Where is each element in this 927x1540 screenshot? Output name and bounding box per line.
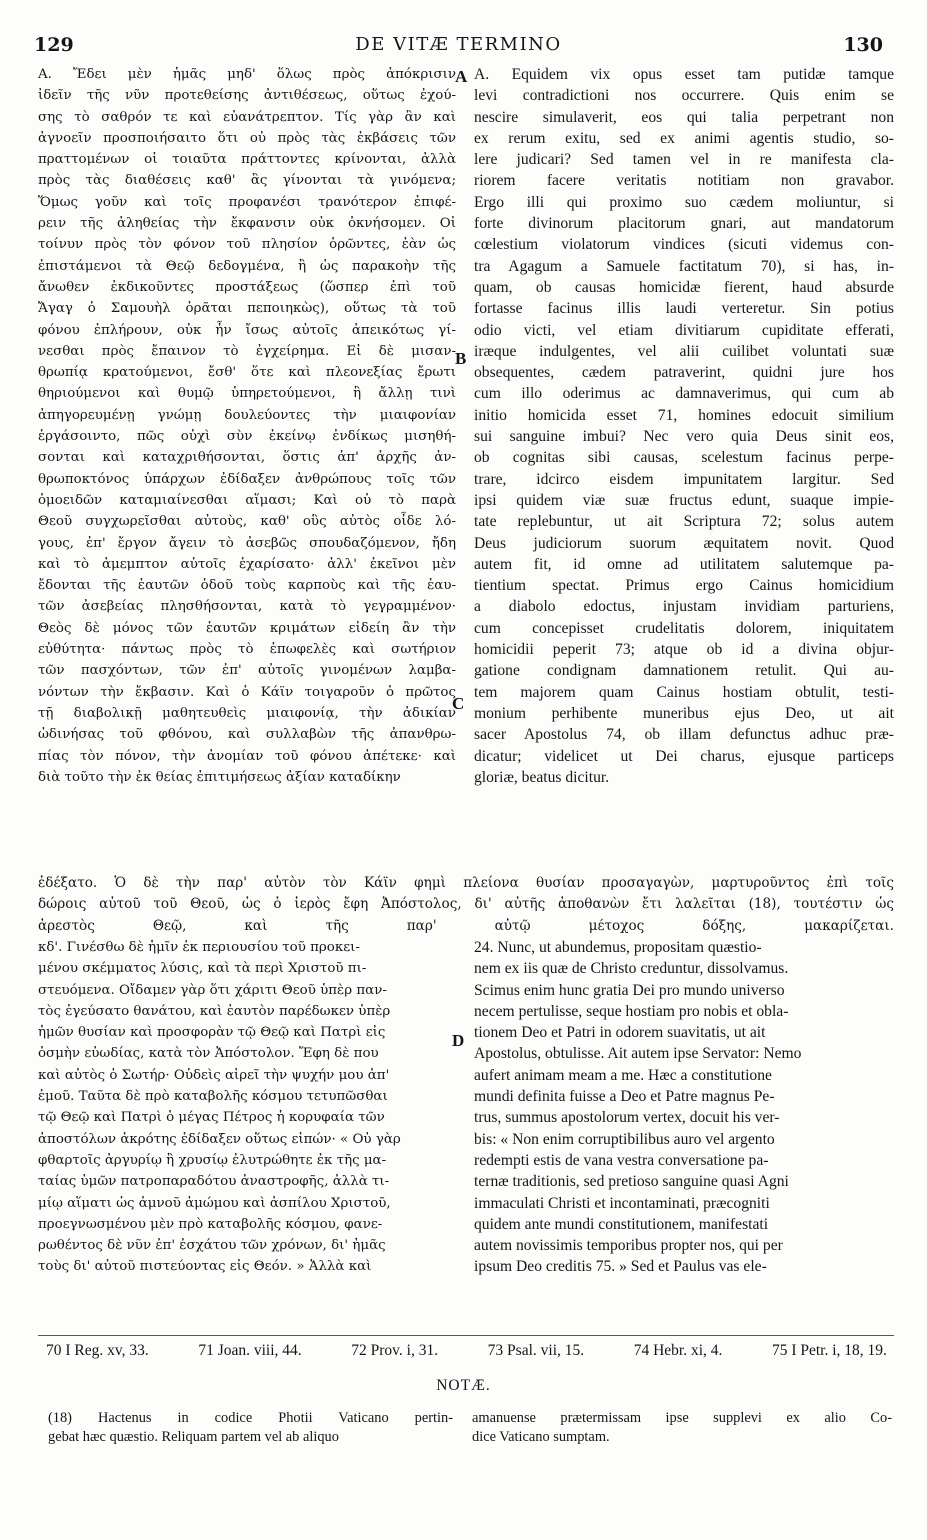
latin-text-line: homicidii peperit 73; atque ob id a divina objur- (474, 641, 894, 659)
greek-text-line: ἰδεῖν τῆς νῦν προτεθείσης ἀντιθέσεως, οὕτως ἐχού- (38, 88, 456, 104)
scripture-references (46, 1342, 887, 1360)
greek-text-line: φθαρτοῖς ἀργυρίῳ ἢ χρυσίῳ ἐλυτρώθητε ἐκ τῆς μα- (38, 1152, 387, 1168)
scripture-reference: 71 Joan. viii, 44. (198, 1342, 302, 1359)
latin-text-line: cœlestium violatorum vindices (sicuti videmus con- (474, 236, 894, 254)
greek-text-line: ἀποστόλων ἀκρότης ἐδίδαξεν οὕτως εἰπών· « Οὐ γὰρ (38, 1131, 401, 1147)
greek-text-line: Ἄγαγ ὁ Σαμουὴλ ὁρᾶται πεποιηκὼς), οὕτως τὰ τοῦ (38, 301, 456, 317)
greek-text-line: ρειν τῆς ἀληθείας τὴν ἔκφανσιν οὐκ ὀκνήσομεν. Οἱ (38, 216, 456, 232)
greek-text-line: πίας τὸν πόνον, τὴν ἀνομίαν τοῦ φόνου ἀπέτεκε· καὶ (38, 748, 456, 764)
greek-text-line: γους, ἐπ' ἔργον ἄγειν τὸ ἀσεβῶς σπουδαζόμενον, ἤδη (38, 535, 456, 551)
greek-text-line: κδ'. Γινέσθω δὲ ἡμῖν ἐκ περιουσίου τοῦ προκει- (38, 940, 360, 955)
greek-text-line: ἐμοῦ. Ταῦτα δὲ πρὸ καταβολῆς κόσμου τετυπῶσθαι (38, 1089, 388, 1105)
greek-text-line: ρωθέντος δὲ νῦν ἐπ' ἐσχάτου τῶν χρόνων, δι' ἡμᾶς (38, 1238, 386, 1254)
latin-text-line: Deus judiciorum suorum æquitatem novit. Quod (474, 534, 894, 552)
greek-text-line: Θεοῦ συγχωρεῖσθαι αὐτοὺς, καθ' οὓς αὐτὸς οἶδε λό- (38, 514, 456, 530)
margin-marker-a: A (455, 67, 468, 86)
scripture-reference: 72 Prov. i, 31. (351, 1342, 439, 1359)
greek-text-line: θρωποκτόνος ὑπάρχων ἐδίδαξεν ἀνθρώπους τοῖς τῶν (38, 471, 456, 487)
latin-text-line: cum illo oderimus ac damnaverimus, qui cum ab (474, 385, 894, 403)
latin-text-line: Scimus enim hunc gratia Dei pro mundo universo (474, 981, 785, 999)
latin-text-line: odio victi, vel etiam divitiarum cupiditate efferati, (474, 321, 894, 339)
greek-text-line: ἡμῶν θυσίαν καὶ προσφορὰν τῷ Θεῷ καὶ Πατρὶ εἰς (38, 1025, 386, 1041)
greek-text-line: σης τὸ σαθρόν τε καὶ εὐανάτρεπτον. Τίς γὰρ ἂν καὶ (38, 109, 456, 125)
note-line: dice Vaticano sumptam. (472, 1428, 610, 1445)
latin-text-line: trare, idcirco eisdem impunitatem largitur. Sed (474, 470, 894, 488)
greek-text-line: νόντων τὴν ἔκβασιν. Καὶ ὁ Κάϊν τοιγαροῦν ὁ πρῶτος (38, 684, 456, 700)
greek-text-line: τῶν πασχόντων, τῶν ἐπ' αὐτοῖς γινομένων λαμβα- (38, 663, 456, 679)
greek-text-line: ἐργάσοιντο, πῶς οὐχὶ σὺν ἐκείνῳ ἐνδίκως μισηθή- (38, 429, 456, 445)
page-number-left: 129 (34, 34, 74, 56)
greek-text-line: τοίνυν πρὸς τὸν φόνον τοῦ πλησίον ὁρῶντες, ἐὰν ὡς (38, 237, 456, 253)
greek-full-width-passage (38, 873, 894, 937)
scripture-reference: 70 I Reg. xv, 33. (46, 1342, 149, 1359)
latin-text-line: mundi definita fuisse a Deo et Patre magnus Pe- (474, 1088, 775, 1106)
greek-text-line: ἐπιστάμενοι τὰ Θεῷ δεδογμένα, ἢ ὡς παρακοὴν τῆς (38, 258, 456, 274)
latin-text-line: sacer Apostolus 74, ob illam defunctus adhuc præ- (474, 726, 894, 744)
greek-text-line: τῶν ἀσεβείας πλησθήσονται, κατὰ τὸ γεγραμμένον· (38, 599, 456, 615)
latin-text-line: levi contradictioni nos occurrere. Quis enim se (474, 87, 894, 105)
note-line: gebat hæc quæstio. Reliquam partem vel ab aliquo (48, 1428, 339, 1445)
greek-text-line: θηριούμενοι καὶ θυμῷ ὑπηρετούμενοι, ἢ ἄλλῃ τινὶ (38, 386, 456, 402)
latin-text-line: obsequentes, cædem patraverint, quidni jure hos (474, 364, 894, 382)
latin-text-line: necem pertulisse, seque hostiam pro nobis et obla- (474, 1002, 789, 1020)
latin-text-line: sui sanguine imbui? Nec vero quia Deus sinit eos, (474, 428, 894, 446)
latin-text-line: ternæ traditionis, sed pretioso sanguine quasi Agni (474, 1173, 789, 1191)
greek-text-line: πρὸς τὰς διαθέσεις καθ' ἃς γίνονται τὰ γινόμενα; (38, 173, 456, 189)
greek-text-line: ὠδινήσας τοῦ φθόνου, καὶ συλλαβὼν τῆς ἀπανθρω- (38, 727, 456, 743)
greek-text-line: ἐδέξατο. Ὁ δὲ τὴν παρ' αὐτὸν τὸν Κάϊν φημὶ πλείονα θυσίαν προσαγαγὼν, μαρτυροῦντος ἐπὶ τοῖς (38, 875, 894, 891)
greek-text-line: Θεὸς δὲ μόνος τῶν ἑαυτῶν κριμάτων εἰδείη ἂν τὴν (38, 620, 456, 636)
latin-text-line: forte divinorum placitorum gnari, aut mandatorum (474, 215, 894, 233)
running-title: DE VITÆ TERMINO (355, 34, 562, 55)
latin-text-line: autem fit, id omne ad utilitatem salutemque pa- (474, 555, 894, 573)
latin-text-line: nem ex iis quæ de Christo creduntur, dissolvamus. (474, 960, 789, 978)
greek-text-line: διὰ τοῦτο τὴν ἐκ θείας ἐπιτιμήσεως ἀξίαν καταδίκην (38, 769, 401, 785)
greek-text-line: μένου σκέμματος λύσις, καὶ τὰ περὶ Χριστοῦ πι- (38, 961, 367, 977)
latin-text-line: lere judicari? Sed tamen vel in re manifesta cla- (474, 151, 894, 169)
running-header (34, 34, 883, 56)
greek-text-line: καὶ τὸ ἀμεμπτον αὐτοῖς ἐχαρίσατο· ἀλλ' ἐκεῖνοι μὲν (38, 556, 456, 572)
scripture-reference: 73 Psal. vii, 15. (487, 1342, 585, 1359)
latin-text-line: tientium spectat. Primus ergo Cainus homicidium (474, 577, 894, 595)
greek-text-line: εὐθύτητα· πάντως πρὸς τὸ ἐπωφελὲς καὶ σωτήριον (38, 642, 456, 658)
margin-marker-c: C (452, 694, 465, 713)
greek-text-line: δώροις αὐτοῦ τοῦ Θεοῦ, ὡς ὁ ἱερὸς ἔφη Ἀπόστολος, δι' αὐτῆς ἀποθανὼν ἔτι λαλεῖται (18), τουτέστιν ὡς (38, 896, 894, 913)
latin-text-line: ex rerum exitu, sed ex animi agentis studio, so- (474, 129, 894, 147)
latin-text-line: quam, ob causas homicidæ fierent, haud absurde (474, 278, 894, 296)
greek-text-line: τῇ διαβολικῇ μαθητευθεὶς μιαιφονίᾳ, τὴν ἀδικίαν (38, 705, 456, 721)
latin-text-line: gatione condignam damnationem retulit. Qui au- (474, 662, 894, 680)
greek-text-line: φόνου ἐπλήρουν, οὐκ ἦν ἴσως αὐτοῖς ἀπεικότως γί- (38, 322, 456, 338)
latin-text-line: iræque indulgentes, vel alii cuilibet voluntati suæ (474, 342, 894, 360)
latin-text-line: Ergo illi qui proximo suo cædem moliuntur, si (474, 193, 894, 211)
greek-text-line: ἀπηγορευμένῃ γνώμῃ δουλεύοντες τὴν μιαιφονίαν (38, 407, 456, 423)
greek-text-line: καὶ αὐτὸς ὁ Σωτήρ· Οὐδεὶς αἱρεῖ τὴν ψυχήν μου ἀπ' (38, 1067, 390, 1083)
latin-text-line: redempti estis de vana vestra conversatione pa- (474, 1151, 769, 1169)
latin-text-line: dicatur; videlicet ut Dei charus, ejusque particeps (474, 747, 894, 765)
latin-text-line: bis: « Non enim corruptibilibus auro vel argento (474, 1130, 775, 1148)
scripture-reference: 75 I Petr. i, 18, 19. (771, 1342, 887, 1359)
greek-text-line: ἄνωθεν ἐκδικοῦντες προστάξεως (ὥσπερ ἐπὶ τοῦ (38, 279, 456, 295)
latin-text-line: autem novissimis temporibus propter nos, qui per (474, 1237, 783, 1255)
latin-text-line: Apostolus, obtulisse. Ait autem ipse Servator: Nemo (474, 1045, 802, 1063)
greek-text-line: προεγνωσμένου μὲν πρὸ καταβολῆς κόσμου, φανε- (38, 1216, 383, 1232)
latin-text-line: aufert animam meam a me. Hæc a constitutione (474, 1066, 772, 1084)
latin-text-line: trus, summus apostolorum vertex, docuit his ver- (474, 1109, 780, 1127)
latin-text-line: immaculati Christi et incontaminati, præcogniti (474, 1194, 770, 1212)
greek-text-line: τοὺς δι' αὐτοῦ πιστεύοντας εἰς Θεόν. » Ἀλλὰ καὶ (38, 1259, 372, 1275)
latin-text-line: ob cognitas sibi causas, scelestum facinus perpe- (474, 449, 894, 467)
notes-heading: NOTÆ. (436, 1377, 491, 1394)
greek-text-line: νεσθαι πρὸς ἔπαινον τὸ ἐγχείρημα. Εἰ δὲ μισαν- (38, 343, 456, 359)
note-left-column (48, 1409, 453, 1446)
latin-text-line: fortasse facinus illis laudi verteretur. Sin potius (474, 300, 894, 318)
latin-text-line: tem majorem quam Cainus hostiam obtulit, testi- (474, 683, 894, 701)
greek-text-line: τὸς ἐγεύσατο θανάτου, καὶ ἑαυτὸν παρέδωκεν ὑπὲρ (38, 1003, 391, 1019)
latin-text-line: nescire simulaverit, eos qui talia perpetrant non (474, 108, 894, 126)
note-line: (18) Hactenus in codice Photii Vaticano pertin- (48, 1410, 453, 1426)
latin-text-line: a diabolo edoctus, injustam invidiam parturiens, (474, 598, 894, 616)
greek-text-line: σονται καὶ καταχριθήσονται, ὅστις ἀπ' ἀρχῆς ἀν- (38, 450, 456, 466)
note-line: amanuense prætermissam ipse supplevi ex alio Co- (472, 1410, 892, 1426)
greek-text-line: ἀρεστὸς Θεῷ, καὶ τῆς παρ' αὐτῷ μέτοχος δόξης, μακαρίζεται. (38, 917, 894, 934)
latin-text-line: tate replebuntur, ut ait Scriptura 72; solus autem (474, 513, 894, 531)
latin-column-upper (474, 64, 894, 788)
latin-text-line: monium perhibente muneribus ejus Deo, ut ait (474, 704, 894, 722)
latin-text-line: quidem ante mundi constitutionem, manifestati (474, 1215, 769, 1233)
greek-text-line: ταίας ὑμῶν πατροπαραδότου ἀναστροφῆς, ἀλλὰ τι- (38, 1174, 390, 1190)
latin-text-line: gloriæ, beatus dicitur. (474, 768, 610, 786)
greek-text-line: τῷ Θεῷ καὶ Πατρὶ ὁ μέγας Πέτρος ἡ κορυφαία τῶν (38, 1110, 385, 1126)
scripture-reference: 74 Hebr. xi, 4. (633, 1342, 723, 1359)
latin-text-line: tionem Deo et Patri in odorem suavitatis, ut ait (474, 1024, 766, 1042)
note-right-column (472, 1409, 892, 1446)
greek-text-line: πραττομένων οἱ τοιαῦτα πράττοντες κρίνονται, ἀλλὰ (38, 152, 456, 168)
latin-text-line: 24. Nunc, ut abundemus, propositam quæstio- (474, 939, 762, 956)
greek-text-line: μίῳ αἵματι ὡς ἀμνοῦ ἀμώμου καὶ ἀσπίλου Χριστοῦ, (38, 1195, 391, 1211)
greek-text-line: ὁμοειδῶν καταμιαίνεσθαι αἵμασι; Καὶ οὐ τὸ παρὰ (38, 492, 456, 508)
latin-text-line: initio homicida esset 71, homines edocuit similium (474, 406, 894, 424)
greek-text-line: Α. Ἔδει μὲν ἡμᾶς μηδ' ὅλως πρὸς ἀπόκρισιν (38, 67, 456, 82)
latin-text-line: riorem facere veritatis notitiam non gravabor. (474, 172, 894, 190)
page-number-right: 130 (843, 34, 883, 56)
latin-text-line: tra Agagum a Samuele factitatum 70), si has, in- (474, 257, 894, 275)
latin-column-lower (474, 937, 894, 1278)
greek-column-lower (38, 937, 456, 1278)
greek-column-upper (38, 64, 456, 788)
margin-marker-d: D (452, 1031, 465, 1050)
margin-marker-b: B (455, 349, 467, 368)
latin-text-line: cum concepisset crudelitatis dolorem, iniquitatem (474, 619, 894, 637)
greek-text-line: ἀγνοεῖν προσποιήσαιτο ὅτι οὐ πρὸς τὰς ἐκβάσεις τῶν (38, 130, 456, 146)
greek-text-line: Ὅμως γοῦν καὶ τοῖς προφανέσι τρανότερον ἐπιφέ- (38, 194, 456, 210)
greek-text-line: στευόμενα. Οἴδαμεν γὰρ ὅτι χάριτι Θεοῦ ὑπὲρ παν- (38, 982, 387, 998)
footnote-divider (38, 1335, 894, 1336)
greek-text-line: ἔδονται τῆς ἑαυτῶν ὁδοῦ τοὺς καρποὺς καὶ τῆς ἑαυ- (38, 578, 456, 594)
latin-text-line: A. Equidem vix opus esset tam putidæ tamque (474, 66, 894, 83)
latin-text-line: ipsi quidem viæ suæ fructus edunt, suaque impie- (474, 491, 894, 509)
greek-text-line: θρωπίᾳ κρατούμενοι, ἔσθ' ὅτε καὶ πλεονεξίας ἔρωτι (38, 365, 456, 381)
greek-text-line: ὀσμὴν εὐωδίας, κατὰ τὸν Ἀπόστολον. Ἔφη δὲ που (38, 1046, 379, 1062)
latin-text-line: ipsum Deo creditis 75. » Sed et Paulus vas ele- (474, 1258, 767, 1276)
